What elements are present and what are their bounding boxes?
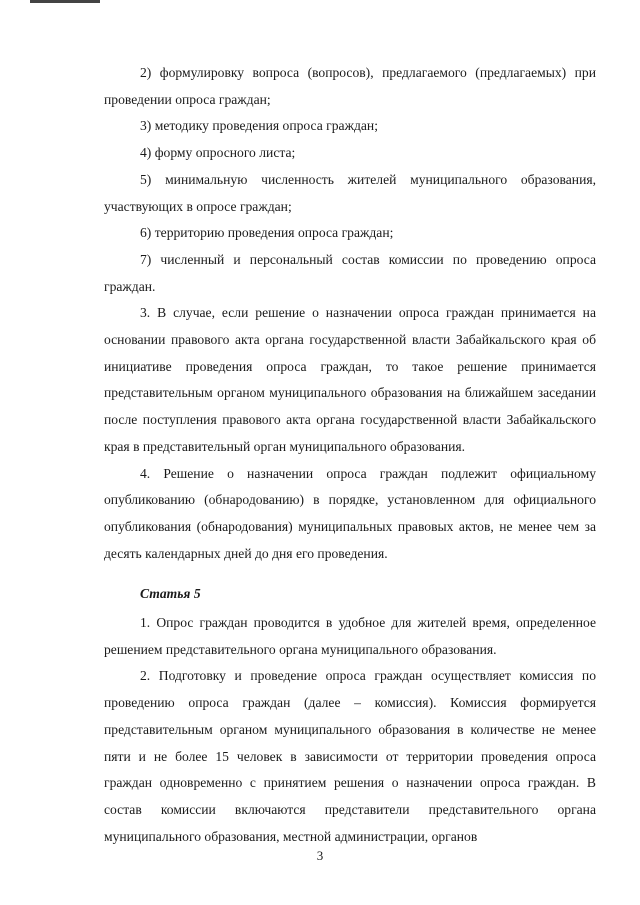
article-clause-2: 2. Подготовку и проведение опроса граждан осуществляет комиссия по проведению опроса граждан (далее – комиссия). Комиссия формируется представительным органом муниципального образования в количестве не менее пяти и не более 15 человек в зависимости от территории проведения опроса граждан одновременно с принятием решения о назначении опроса граждан. В состав комиссии включаются представители представительного органа муниципального образования, местной администрации, органов — [104, 668, 596, 844]
article-heading: Статья 5 — [140, 586, 201, 602]
list-item-7: 7) численный и персональный состав комиссии по проведению опроса граждан. — [104, 251, 596, 294]
clause-3: 3. В случае, если решение о назначении опроса граждан принимается на основании правового акта органа государственной власти Забайкальского края об инициативе проведения опроса граждан, то такое решение принимается представительным органом муниципального образования на ближайшем заседании после поступления правового акта органа государственной власти Забайкальского края в представительный орган муниципального образования. — [104, 305, 596, 454]
clause-4: 4. Решение о назначении опроса граждан подлежит официальному опубликованию (обнародованию) в порядке, установленном для официального опубликования (обнародования) муниципальных правовых актов, не менее чем за десять календарных дней до дня его проведения. — [104, 465, 596, 561]
page-number: 3 — [316, 848, 324, 863]
list-item-5: 5) минимальную численность жителей муниципального образования, участвующих в опросе граждан; — [104, 171, 596, 214]
list-item-2: 2) формулировку вопроса (вопросов), предлагаемого (предлагаемых) при проведении опроса граждан; — [104, 65, 596, 107]
article-clause-1: 1. Опрос граждан проводится в удобное для жителей время, определенное решением представительного органа муниципального образования. — [104, 615, 596, 657]
document-body — [104, 60, 596, 850]
list-item-4: 4) форму опросного листа; — [140, 145, 296, 161]
list-item-3: 3) методику проведения опроса граждан; — [140, 118, 378, 134]
list-item-6: 6) территорию проведения опроса граждан; — [140, 225, 394, 241]
scan-edge-mark — [30, 0, 100, 3]
